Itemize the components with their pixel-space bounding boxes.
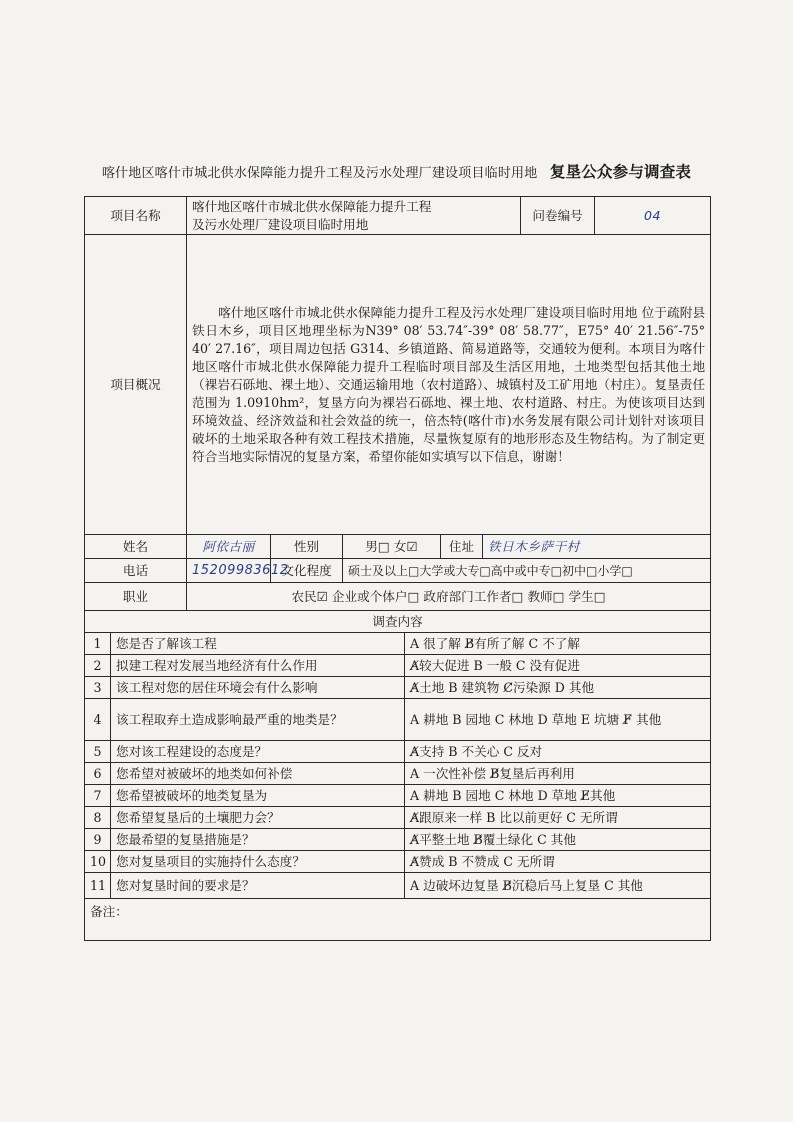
question-number: 10 xyxy=(85,851,111,873)
question-number: 4 xyxy=(85,699,111,741)
title-main: 喀什地区喀什市城北供水保障能力提升工程及污水处理厂建设项目临时用地 xyxy=(101,166,538,181)
question-text: 您希望复垦后的土壤肥力会？ xyxy=(111,807,405,829)
education-options[interactable]: 硕士及以上□大学或大专□高中或中专□初中□小学□ xyxy=(343,559,711,583)
question-number: 1 xyxy=(85,633,111,655)
question-row xyxy=(85,633,711,655)
phone-label: 电话 xyxy=(85,559,187,583)
question-text: 您对复垦项目的实施持什么态度？ xyxy=(111,851,405,873)
question-number: 6 xyxy=(85,763,111,785)
document-title xyxy=(0,160,793,182)
remarks-field[interactable] xyxy=(85,899,711,941)
project-name-line2: 及污水处理厂建设项目临时用地 xyxy=(192,216,369,232)
question-row xyxy=(85,655,711,677)
question-answer[interactable]: A̸跟原来一样 B 比以前更好 C 无所谓 xyxy=(405,807,711,829)
question-text: 您希望被破坏的地类复垦为 xyxy=(111,785,405,807)
question-answer[interactable]: A 耕地 B 园地 C 林地 D 草地 E 坑塘 F̸ 其他 xyxy=(405,699,711,741)
question-answer[interactable]: A̸支持 B 不关心 C 反对 xyxy=(405,741,711,763)
survey-no-value[interactable]: 04 xyxy=(595,197,711,235)
question-number: 2 xyxy=(85,655,111,677)
education-label: 文化程度 xyxy=(271,559,343,583)
gender-options[interactable]: 男□ 女☑ xyxy=(343,535,441,559)
question-number: 3 xyxy=(85,677,111,699)
question-text: 拟建工程对发展当地经济有什么作用 xyxy=(111,655,405,677)
question-answer[interactable]: A̸土地 B 建筑物 C̸污染源 D 其他 xyxy=(405,677,711,699)
question-text: 该工程对您的居住环境会有什么影响 xyxy=(111,677,405,699)
job-options[interactable]: 农民☑ 企业或个体户□ 政府部门工作者□ 教师□ 学生□ xyxy=(187,583,711,611)
question-answer[interactable]: A 一次性补偿 B̸复垦后再利用 xyxy=(405,763,711,785)
question-text: 您对复垦时间的要求是？ xyxy=(111,873,405,899)
question-answer[interactable]: A̸较大促进 B 一般 C 没有促进 xyxy=(405,655,711,677)
question-answer[interactable]: A̸赞成 B 不赞成 C 无所谓 xyxy=(405,851,711,873)
question-answer[interactable]: A 耕地 B 园地 C 林地 D 草地 E̸其他 xyxy=(405,785,711,807)
question-text: 您对该工程建设的态度是？ xyxy=(111,741,405,763)
question-text: 您希望对被破坏的地类如何补偿 xyxy=(111,763,405,785)
question-row xyxy=(85,785,711,807)
survey-content-header: 调查内容 xyxy=(85,611,711,633)
question-answer[interactable]: A 很了解 B̸有所了解 C 不了解 xyxy=(405,633,711,655)
phone-value[interactable]: 15209983612 xyxy=(187,559,271,583)
overview-text: 喀什地区喀什市城北供水保障能力提升工程及污水处理厂建设项目临时用地 位于疏附县铁日木乡，项目区地理坐标为N39° 08′ 53.74″-39° 08′ 58.77″，E75° 40′ 21.56″-75° 40′ 27.16″，项目周边包括 G314、乡镇道路、简易道路等，交通较为便利。本项目为喀什地区喀什市城北供水保障能力提升工程临时项目部及生活区用地，土地类型包括其他土地（裸岩石砾地、裸土地）、交通运输用地（农村道路）、城镇村及工矿用地（村庄）。复垦责任范围为 1.0910hm²，复垦方向为裸岩石砾地、裸土地、农村道路、村庄。为使该项目达到环境效益、经济效益和社会效益的统一，倍杰特(喀什市)水务发展有限公司计划针对该项目破坏的土地采取各种有效工程技术措施，尽量恢复原有的地形形态及生物结构。为了制定更符合当地实际情况的复垦方案，希望你能如实填写以下信息，谢谢！ xyxy=(192,304,706,464)
question-row xyxy=(85,677,711,699)
question-row xyxy=(85,699,711,741)
gender-label: 性别 xyxy=(271,535,343,559)
question-row xyxy=(85,807,711,829)
survey-no-label: 问卷编号 xyxy=(521,197,595,235)
name-value[interactable]: 阿依古丽 xyxy=(187,535,271,559)
question-row xyxy=(85,851,711,873)
question-text: 该工程取弃土造成影响最严重的地类是？ xyxy=(111,699,405,741)
project-name-line1: 喀什地区喀什市城北供水保障能力提升工程 xyxy=(192,198,432,214)
project-name-value xyxy=(187,197,521,235)
question-text: 您最希望的复垦措施是？ xyxy=(111,829,405,851)
project-name-label: 项目名称 xyxy=(85,197,187,235)
question-answer[interactable]: A̸平整土地 B̸覆土绿化 C 其他 xyxy=(405,829,711,851)
remarks-label: 备注： xyxy=(90,904,128,919)
name-label: 姓名 xyxy=(85,535,187,559)
survey-form xyxy=(84,196,711,941)
question-row xyxy=(85,741,711,763)
address-label: 住址 xyxy=(441,535,483,559)
overview-text-cell xyxy=(187,235,711,535)
job-label: 职业 xyxy=(85,583,187,611)
question-answer[interactable]: A 边破坏边复垦 B̸沉稳后马上复垦 C 其他 xyxy=(405,873,711,899)
question-row xyxy=(85,829,711,851)
question-number: 5 xyxy=(85,741,111,763)
question-row xyxy=(85,873,711,899)
question-number: 8 xyxy=(85,807,111,829)
address-value[interactable]: 铁日木乡萨干村 xyxy=(483,535,711,559)
question-number: 9 xyxy=(85,829,111,851)
title-sub: 复垦公众参与调查表 xyxy=(549,162,692,181)
question-number: 7 xyxy=(85,785,111,807)
question-row xyxy=(85,763,711,785)
overview-label: 项目概况 xyxy=(85,235,187,535)
question-text: 您是否了解该工程 xyxy=(111,633,405,655)
question-number: 11 xyxy=(85,873,111,899)
